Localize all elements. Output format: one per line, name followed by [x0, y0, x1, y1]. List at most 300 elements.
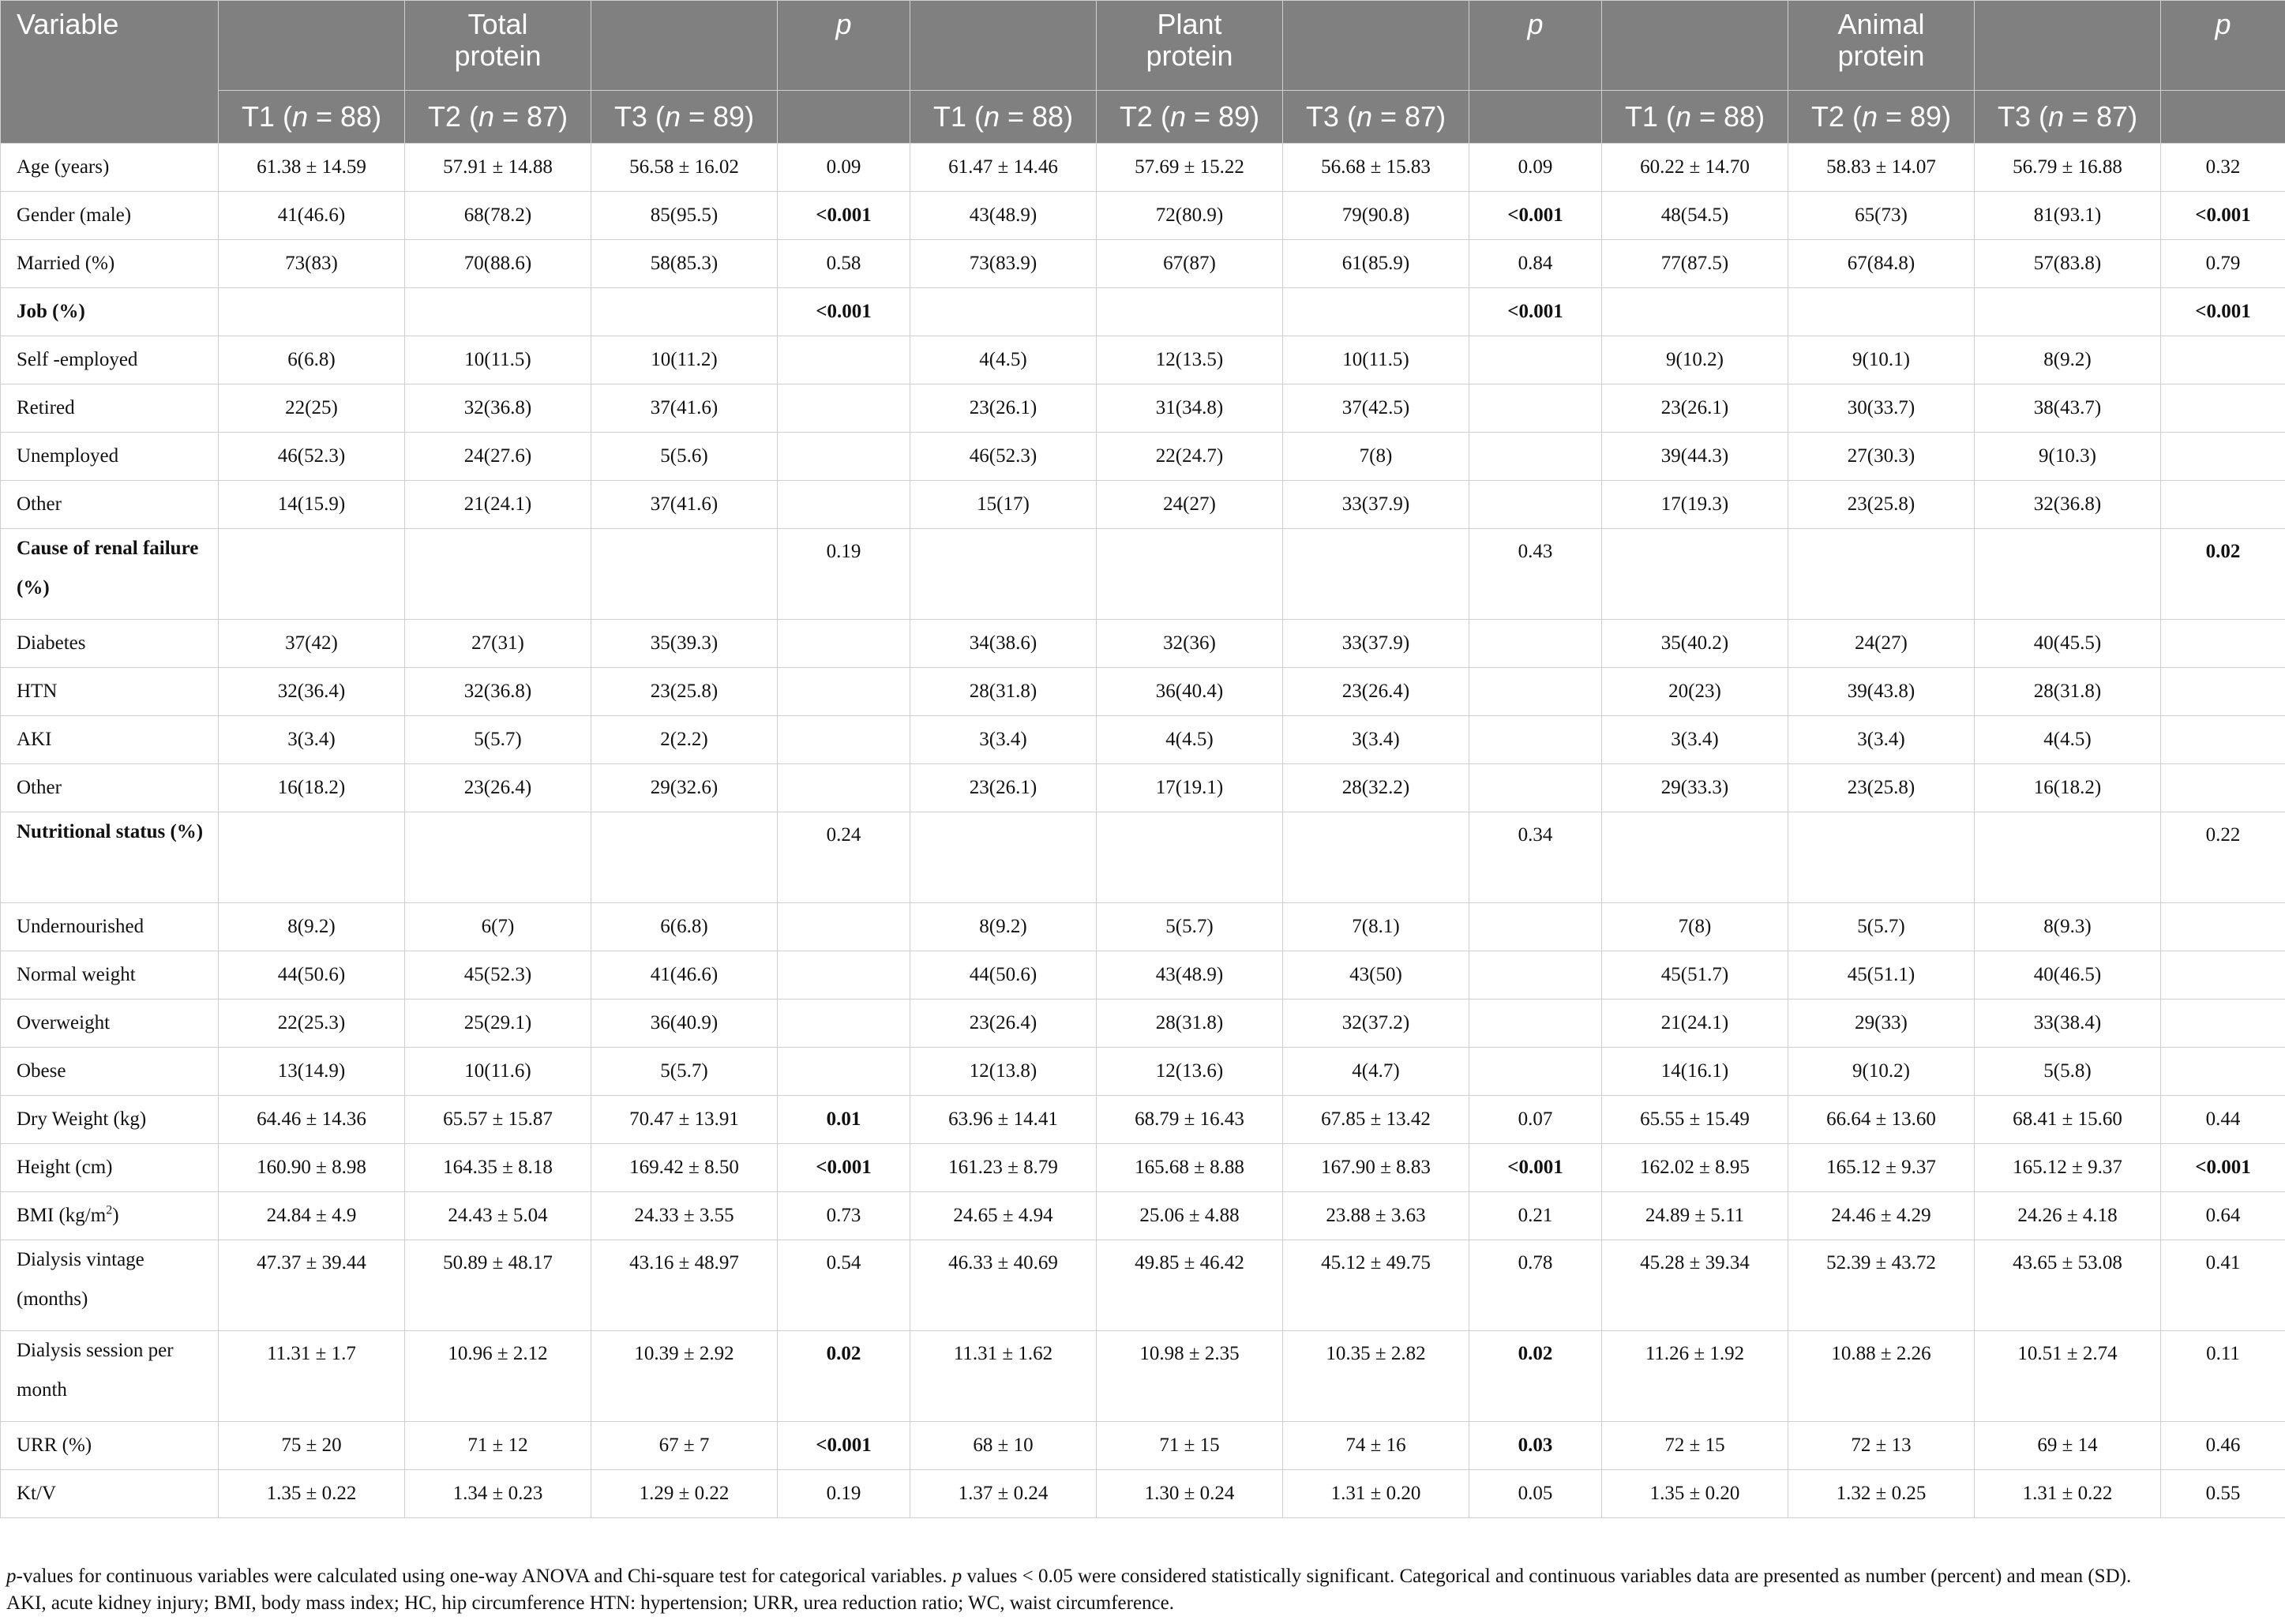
p-value-cell: <0.001	[778, 288, 910, 336]
value-cell: 16(18.2)	[219, 764, 405, 812]
p-value-cell: 0.09	[1469, 144, 1602, 192]
p-value-cell	[778, 716, 910, 764]
value-cell: 23(25.8)	[1788, 481, 1975, 529]
table-row	[1, 812, 2285, 903]
p-value-cell: 0.34	[1469, 812, 1602, 903]
value-cell: 32(36.4)	[219, 668, 405, 716]
p-value-cell: 0.58	[778, 240, 910, 288]
value-cell: 10.98 ± 2.35	[1097, 1331, 1283, 1422]
p-value-cell	[1469, 384, 1602, 433]
value-cell	[1975, 529, 2161, 620]
footnote-p-symbol: p	[6, 1566, 17, 1587]
value-cell	[1602, 529, 1788, 620]
value-cell: 10(11.5)	[405, 336, 591, 384]
p-value-cell	[2161, 903, 2285, 951]
p-value-cell: 0.32	[2161, 144, 2285, 192]
value-cell: 70.47 ± 13.91	[591, 1096, 778, 1144]
row-label-text: Self -employed	[17, 349, 138, 370]
value-cell: 58(85.3)	[591, 240, 778, 288]
value-cell: 24.46 ± 4.29	[1788, 1192, 1975, 1240]
header-row-groups	[1, 1, 2285, 91]
p-value-cell	[2161, 1048, 2285, 1096]
value-cell: 70(88.6)	[405, 240, 591, 288]
value-cell: 4(4.7)	[1283, 1048, 1469, 1096]
value-cell	[1097, 529, 1283, 620]
value-cell: 56.79 ± 16.88	[1975, 144, 2161, 192]
tertile-eq: =	[493, 100, 527, 133]
footnote-abbreviations: AKI, acute kidney injury; BMI, body mass index; HC, hip circumference HTN: hypertension; URR, urea reduction ratio; WC, waist circumference.	[6, 1592, 1174, 1614]
value-cell: 32(36.8)	[405, 668, 591, 716]
value-cell: 58.83 ± 14.07	[1788, 144, 1975, 192]
value-cell: 60.22 ± 14.70	[1602, 144, 1788, 192]
value-cell: 1.32 ± 0.25	[1788, 1470, 1975, 1518]
header-tertile: T1 (n = 88)	[910, 91, 1097, 144]
row-label-text: Job (%)	[17, 301, 85, 322]
value-cell: 46.33 ± 40.69	[910, 1240, 1097, 1331]
p-value-cell: 0.43	[1469, 529, 1602, 620]
header-tertile: T2 (n = 87)	[405, 91, 591, 144]
p-value-cell	[2161, 951, 2285, 1000]
value-cell: 68.41 ± 15.60	[1975, 1096, 2161, 1144]
value-cell: 24.33 ± 3.55	[591, 1192, 778, 1240]
p-value-cell	[1469, 716, 1602, 764]
tertile-n-symbol: n	[1169, 100, 1186, 133]
value-cell: 24.43 ± 5.04	[405, 1192, 591, 1240]
header-empty	[219, 1, 405, 91]
value-cell	[1788, 529, 1975, 620]
header-tertile: T1 (n = 88)	[1602, 91, 1788, 144]
value-cell: 3(3.4)	[1283, 716, 1469, 764]
p-value-cell	[778, 951, 910, 1000]
value-cell: 69 ± 14	[1975, 1422, 2161, 1470]
value-cell: 4(4.5)	[910, 336, 1097, 384]
value-cell: 27(30.3)	[1788, 433, 1975, 481]
p-value-cell: <0.001	[1469, 1144, 1602, 1192]
value-cell: 22(25)	[219, 384, 405, 433]
value-cell: 43(48.9)	[910, 192, 1097, 240]
value-cell: 165.12 ± 9.37	[1975, 1144, 2161, 1192]
value-cell	[1283, 812, 1469, 903]
p-value-cell	[1469, 1048, 1602, 1096]
value-cell: 11.31 ± 1.7	[219, 1331, 405, 1422]
value-cell: 1.30 ± 0.24	[1097, 1470, 1283, 1518]
value-cell: 32(36)	[1097, 620, 1283, 668]
value-cell: 6(6.8)	[591, 903, 778, 951]
tertile-eq: =	[1185, 100, 1219, 133]
row-label-text: Height (cm)	[17, 1157, 113, 1178]
row-label-text: Unemployed	[17, 445, 119, 467]
row-label	[1, 1192, 219, 1240]
value-cell: 11.26 ± 1.92	[1602, 1331, 1788, 1422]
tertile-n-value: 88	[340, 100, 373, 133]
tertile-label: T3	[1997, 100, 2031, 133]
p-value-cell	[778, 433, 910, 481]
tertile-label: T1	[1624, 100, 1658, 133]
value-cell: 13(14.9)	[219, 1048, 405, 1096]
value-cell: 65.57 ± 15.87	[405, 1096, 591, 1144]
p-value-cell: <0.001	[1469, 192, 1602, 240]
p-value-cell: <0.001	[778, 1422, 910, 1470]
p-value-cell: 0.19	[778, 1470, 910, 1518]
tertile-eq: =	[1371, 100, 1405, 133]
tertile-eq: =	[307, 100, 341, 133]
tertile-eq: =	[1877, 100, 1911, 133]
header-empty	[778, 91, 910, 144]
table-row	[1, 481, 2285, 529]
table-row	[1, 1192, 2285, 1240]
row-label	[1, 620, 219, 668]
p-value-cell	[2161, 481, 2285, 529]
table-row	[1, 1096, 2285, 1144]
p-value-cell	[2161, 384, 2285, 433]
value-cell: 1.37 ± 0.24	[910, 1470, 1097, 1518]
p-value-cell: 0.02	[778, 1331, 910, 1422]
p-value-cell	[778, 481, 910, 529]
value-cell: 10.51 ± 2.74	[1975, 1331, 2161, 1422]
value-cell	[405, 288, 591, 336]
header-p	[1469, 1, 1602, 91]
p-value-cell: 0.78	[1469, 1240, 1602, 1331]
value-cell	[910, 288, 1097, 336]
value-cell: 17(19.3)	[1602, 481, 1788, 529]
footnote-text-b: values < 0.05 were considered statistically significant. Categorical and continuous variables data are presented as number (percent) and mean (SD).	[962, 1566, 2132, 1587]
value-cell: 10(11.5)	[1283, 336, 1469, 384]
table-row	[1, 903, 2285, 951]
value-cell: 8(9.2)	[219, 903, 405, 951]
p-value-cell	[1469, 951, 1602, 1000]
table-row	[1, 1144, 2285, 1192]
value-cell: 23(26.1)	[1602, 384, 1788, 433]
value-cell: 23(26.1)	[910, 384, 1097, 433]
value-cell: 2(2.2)	[591, 716, 778, 764]
value-cell: 37(42.5)	[1283, 384, 1469, 433]
tertile-n-value: 87	[527, 100, 559, 133]
value-cell: 72 ± 13	[1788, 1422, 1975, 1470]
value-cell	[1788, 288, 1975, 336]
value-cell	[219, 288, 405, 336]
value-cell: 23(25.8)	[1788, 764, 1975, 812]
row-label	[1, 1331, 219, 1422]
row-label	[1, 1000, 219, 1048]
header-empty	[910, 1, 1097, 91]
p-value-cell	[1469, 668, 1602, 716]
table-row	[1, 433, 2285, 481]
row-label-text: BMI (kg/m	[17, 1205, 107, 1226]
value-cell: 28(31.8)	[910, 668, 1097, 716]
value-cell: 24.26 ± 4.18	[1975, 1192, 2161, 1240]
row-label-text: Dialysis vintage (months)	[17, 1249, 144, 1310]
value-cell: 44(50.6)	[219, 951, 405, 1000]
tertile-n-value: 89	[713, 100, 745, 133]
value-cell: 28(32.2)	[1283, 764, 1469, 812]
value-cell: 52.39 ± 43.72	[1788, 1240, 1975, 1331]
value-cell: 1.31 ± 0.20	[1283, 1470, 1469, 1518]
table-row	[1, 192, 2285, 240]
row-label	[1, 336, 219, 384]
value-cell: 5(5.6)	[591, 433, 778, 481]
value-cell: 25.06 ± 4.88	[1097, 1192, 1283, 1240]
value-cell: 72(80.9)	[1097, 192, 1283, 240]
row-label-text: HTN	[17, 681, 58, 702]
value-cell: 43.16 ± 48.97	[591, 1240, 778, 1331]
p-value-cell	[1469, 481, 1602, 529]
table-row	[1, 764, 2285, 812]
header-group-total-line1: Total	[467, 8, 528, 40]
footnote-statistics	[6, 1563, 2272, 1590]
tertile-n-value: 87	[1405, 100, 1437, 133]
value-cell: 43(48.9)	[1097, 951, 1283, 1000]
row-label	[1, 288, 219, 336]
p-value-cell: 0.41	[2161, 1240, 2285, 1331]
row-label-text: Gender (male)	[17, 204, 132, 226]
tertile-label: T1	[932, 100, 966, 133]
tertile-label: T2	[427, 100, 461, 133]
p-value-cell	[778, 1048, 910, 1096]
header-p-label: p	[2215, 8, 2231, 40]
row-label	[1, 1470, 219, 1518]
value-cell: 43(50)	[1283, 951, 1469, 1000]
p-value-cell	[778, 764, 910, 812]
p-value-cell: <0.001	[1469, 288, 1602, 336]
value-cell: 9(10.3)	[1975, 433, 2161, 481]
header-group-animal-line2: protein	[1837, 39, 1925, 72]
tertile-eq: =	[999, 100, 1033, 133]
tertile-label: T3	[1305, 100, 1339, 133]
value-cell: 7(8.1)	[1283, 903, 1469, 951]
value-cell: 1.34 ± 0.23	[405, 1470, 591, 1518]
value-cell: 85(95.5)	[591, 192, 778, 240]
p-value-cell	[2161, 668, 2285, 716]
value-cell: 81(93.1)	[1975, 192, 2161, 240]
value-cell: 39(44.3)	[1602, 433, 1788, 481]
value-cell	[219, 812, 405, 903]
value-cell: 41(46.6)	[591, 951, 778, 1000]
value-cell: 45.28 ± 39.34	[1602, 1240, 1788, 1331]
value-cell: 3(3.4)	[219, 716, 405, 764]
p-value-cell	[1469, 433, 1602, 481]
row-label-text: Retired	[17, 397, 75, 418]
value-cell: 5(5.7)	[591, 1048, 778, 1096]
value-cell: 20(23)	[1602, 668, 1788, 716]
p-value-cell: 0.07	[1469, 1096, 1602, 1144]
row-label-text: Dry Weight (kg)	[17, 1108, 147, 1130]
value-cell: 68.79 ± 16.43	[1097, 1096, 1283, 1144]
p-value-cell	[778, 336, 910, 384]
value-cell: 63.96 ± 14.41	[910, 1096, 1097, 1144]
p-value-cell	[2161, 433, 2285, 481]
p-value-cell: 0.11	[2161, 1331, 2285, 1422]
tertile-eq: =	[1690, 100, 1724, 133]
value-cell: 22(25.3)	[219, 1000, 405, 1048]
value-cell: 9(10.1)	[1788, 336, 1975, 384]
value-cell: 25(29.1)	[405, 1000, 591, 1048]
value-cell: 12(13.6)	[1097, 1048, 1283, 1096]
tertile-n-symbol: n	[478, 100, 494, 133]
header-p	[778, 1, 910, 91]
p-value-cell: 0.84	[1469, 240, 1602, 288]
tertile-label: T1	[241, 100, 275, 133]
row-label	[1, 384, 219, 433]
value-cell: 28(31.8)	[1975, 668, 2161, 716]
row-label	[1, 192, 219, 240]
value-cell: 32(36.8)	[405, 384, 591, 433]
value-cell: 44(50.6)	[910, 951, 1097, 1000]
value-cell: 22(24.7)	[1097, 433, 1283, 481]
row-label-text: Other	[17, 493, 62, 515]
value-cell: 75 ± 20	[219, 1422, 405, 1470]
tertile-n-value: 87	[2096, 100, 2129, 133]
table-row	[1, 1048, 2285, 1096]
value-cell: 10(11.2)	[591, 336, 778, 384]
value-cell: 10.88 ± 2.26	[1788, 1331, 1975, 1422]
table-row	[1, 620, 2285, 668]
p-value-cell: 0.21	[1469, 1192, 1602, 1240]
value-cell	[1975, 288, 2161, 336]
value-cell: 45.12 ± 49.75	[1283, 1240, 1469, 1331]
value-cell	[591, 812, 778, 903]
tertile-n-symbol: n	[983, 100, 1000, 133]
header-tertile: T2 (n = 89)	[1097, 91, 1283, 144]
value-cell: 67(87)	[1097, 240, 1283, 288]
value-cell: 37(41.6)	[591, 481, 778, 529]
header-empty	[2161, 91, 2285, 144]
header-empty	[1283, 1, 1469, 91]
value-cell: 67(84.8)	[1788, 240, 1975, 288]
value-cell: 29(32.6)	[591, 764, 778, 812]
row-label	[1, 903, 219, 951]
value-cell: 36(40.9)	[591, 1000, 778, 1048]
p-value-cell: 0.24	[778, 812, 910, 903]
header-tertile: T1 (n = 88)	[219, 91, 405, 144]
p-value-cell: 0.79	[2161, 240, 2285, 288]
value-cell: 1.29 ± 0.22	[591, 1470, 778, 1518]
tertile-n-symbol: n	[1356, 100, 1372, 133]
header-tertile: T3 (n = 87)	[1283, 91, 1469, 144]
value-cell: 24.89 ± 5.11	[1602, 1192, 1788, 1240]
header-empty	[1469, 91, 1602, 144]
value-cell: 45(51.1)	[1788, 951, 1975, 1000]
row-label	[1, 529, 219, 620]
value-cell: 12(13.8)	[910, 1048, 1097, 1096]
row-label-tail: )	[112, 1205, 119, 1226]
value-cell: 34(38.6)	[910, 620, 1097, 668]
value-cell: 23(26.1)	[910, 764, 1097, 812]
value-cell	[1602, 288, 1788, 336]
p-value-cell	[1469, 336, 1602, 384]
value-cell	[405, 812, 591, 903]
value-cell: 49.85 ± 46.42	[1097, 1240, 1283, 1331]
value-cell: 73(83.9)	[910, 240, 1097, 288]
value-cell: 10.39 ± 2.92	[591, 1331, 778, 1422]
value-cell: 9(10.2)	[1602, 336, 1788, 384]
value-cell: 40(45.5)	[1975, 620, 2161, 668]
value-cell: 6(7)	[405, 903, 591, 951]
row-label-text: Cause of renal failure (%)	[17, 538, 199, 598]
value-cell: 39(43.8)	[1788, 668, 1975, 716]
row-label-text: AKI	[17, 729, 52, 750]
tertile-eq: =	[2063, 100, 2097, 133]
value-cell: 37(41.6)	[591, 384, 778, 433]
header-group-animal-line1: Animal	[1837, 8, 1925, 40]
value-cell: 14(16.1)	[1602, 1048, 1788, 1096]
value-cell: 29(33.3)	[1602, 764, 1788, 812]
value-cell: 65(73)	[1788, 192, 1975, 240]
value-cell: 33(37.9)	[1283, 620, 1469, 668]
value-cell: 7(8)	[1283, 433, 1469, 481]
header-p-label: p	[835, 8, 852, 40]
value-cell: 165.12 ± 9.37	[1788, 1144, 1975, 1192]
row-label	[1, 812, 219, 903]
value-cell: 23(26.4)	[910, 1000, 1097, 1048]
row-label	[1, 716, 219, 764]
value-cell	[1788, 812, 1975, 903]
p-value-cell	[2161, 764, 2285, 812]
p-value-cell: <0.001	[2161, 1144, 2285, 1192]
header-tertile: T2 (n = 89)	[1788, 91, 1975, 144]
table-row	[1, 1470, 2285, 1518]
table-body	[1, 144, 2285, 1518]
value-cell: 8(9.2)	[910, 903, 1097, 951]
value-cell: 46(52.3)	[910, 433, 1097, 481]
p-value-cell: 0.73	[778, 1192, 910, 1240]
row-label	[1, 951, 219, 1000]
value-cell: 5(5.7)	[405, 716, 591, 764]
value-cell: 71 ± 15	[1097, 1422, 1283, 1470]
tertile-n-value: 89	[1910, 100, 1942, 133]
value-cell: 71 ± 12	[405, 1422, 591, 1470]
value-cell: 10.35 ± 2.82	[1283, 1331, 1469, 1422]
table-row	[1, 144, 2285, 192]
row-label-text: Dialysis session per month	[17, 1340, 174, 1401]
tertile-n-symbol: n	[291, 100, 308, 133]
value-cell: 161.23 ± 8.79	[910, 1144, 1097, 1192]
value-cell: 33(37.9)	[1283, 481, 1469, 529]
table-row	[1, 668, 2285, 716]
value-cell: 56.58 ± 16.02	[591, 144, 778, 192]
value-cell: 36(40.4)	[1097, 668, 1283, 716]
value-cell: 23.88 ± 3.63	[1283, 1192, 1469, 1240]
value-cell	[1097, 812, 1283, 903]
table-row	[1, 384, 2285, 433]
value-cell: 5(5.8)	[1975, 1048, 2161, 1096]
value-cell: 167.90 ± 8.83	[1283, 1144, 1469, 1192]
table-footnotes	[6, 1563, 2272, 1617]
value-cell: 10(11.6)	[405, 1048, 591, 1096]
tertile-n-value: 88	[1032, 100, 1064, 133]
value-cell: 68(78.2)	[405, 192, 591, 240]
value-cell: 1.35 ± 0.22	[219, 1470, 405, 1518]
value-cell: 3(3.4)	[1602, 716, 1788, 764]
value-cell: 45(52.3)	[405, 951, 591, 1000]
value-cell: 3(3.4)	[910, 716, 1097, 764]
row-label	[1, 764, 219, 812]
value-cell: 57(83.8)	[1975, 240, 2161, 288]
value-cell: 16(18.2)	[1975, 764, 2161, 812]
value-cell: 79(90.8)	[1283, 192, 1469, 240]
value-cell: 48(54.5)	[1602, 192, 1788, 240]
p-value-cell: 0.02	[1469, 1331, 1602, 1422]
p-value-cell	[2161, 620, 2285, 668]
p-value-cell	[778, 1000, 910, 1048]
header-group-plant-line2: protein	[1146, 39, 1233, 72]
value-cell: 68 ± 10	[910, 1422, 1097, 1470]
value-cell: 47.37 ± 39.44	[219, 1240, 405, 1331]
row-label-text: Married (%)	[17, 253, 115, 274]
value-cell: 165.68 ± 8.88	[1097, 1144, 1283, 1192]
value-cell: 32(36.8)	[1975, 481, 2161, 529]
value-cell	[1097, 288, 1283, 336]
tertile-n-symbol: n	[1861, 100, 1878, 133]
